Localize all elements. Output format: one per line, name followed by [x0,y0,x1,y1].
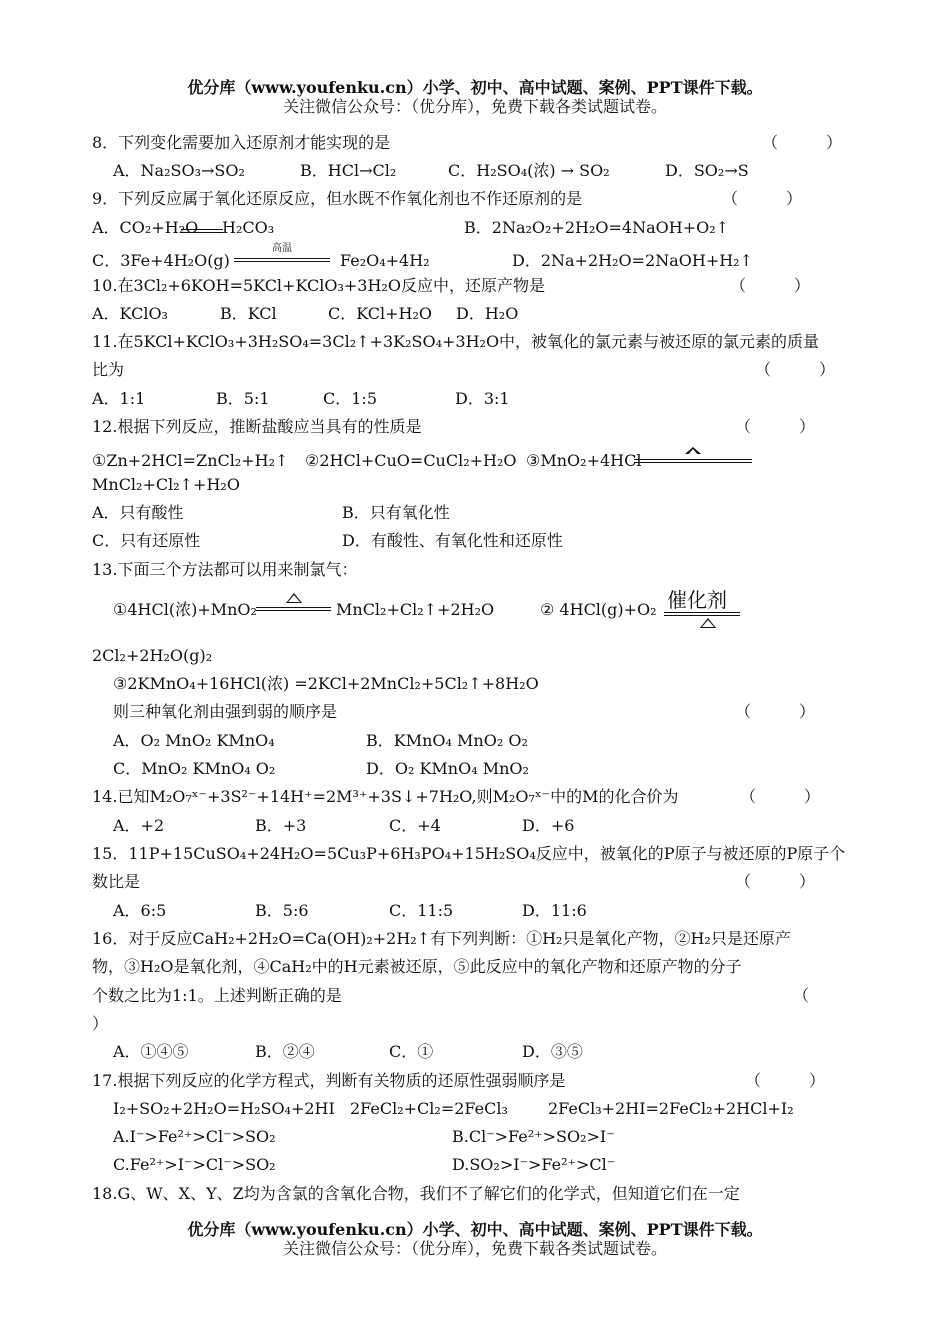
q10-stem: 10.在3Cl₂+6KOH=5KCl+KClO₃+3H₂O反应中，还原产物是 [92,276,545,295]
q12-option-b: B．只有氧化性 [342,503,450,522]
footer-line-2: 关注微信公众号：（优分库），免费下载各类试题试卷。 [282,1239,667,1258]
q8-option-b: B．HCl→Cl₂ [300,161,397,180]
q17-stem: 17.根据下列反应的化学方程式，判断有关物质的还原性强弱顺序是 [92,1071,566,1090]
q11-answer-bracket: （ ） [755,360,836,379]
q9-stem: 9．下列反应属于氧化还原反应，但水既不作氧化剂也不作还原剂的是 [92,189,583,208]
q13-stem: 13.下面三个方法都可以用来制氯气： [92,560,358,579]
q16-stem-line-2: 物，③H₂O是氧化剂，④CaH₂中的H元素被还原，⑤此反应中的氧化产物和还原产物的分子 [92,957,742,976]
q9-option-b: B．2Na₂O₂+2H₂O=4NaOH+O₂↑ [464,218,730,237]
q17-reaction-3: 2FeCl₃+2HI=2FeCl₂+2HCl+I₂ [548,1099,794,1118]
q10-answer-bracket: （ ） [730,276,811,295]
q9-option-a-left: A．CO₂+H₂O [92,218,199,237]
q13-reaction-3: ③2KMnO₄+16HCl(浓) =2KCl+2MnCl₂+5Cl₂↑+8H₂O [113,674,539,693]
q13-option-c: C．MnO₂ KMnO₄ O₂ [113,759,276,778]
q9-option-a-right: H₂CO₃ [222,218,275,237]
q12-reaction-3-heat-arrow [634,447,752,469]
q8-option-d: D．SO₂→S [665,161,749,180]
q9-option-d: D．2Na+2H₂O=2NaOH+H₂↑ [512,251,753,270]
q10-option-d: D．H₂O [456,304,519,323]
q8-option-c: C．H₂SO₄(浓) → SO₂ [448,161,610,180]
q8-option-a: A．Na₂SO₃→SO₂ [113,161,245,180]
q12-reaction-1: ①Zn+2HCl=ZnCl₂+H₂↑ [92,451,289,470]
q9-answer-bracket: （ ） [722,189,803,208]
q13-option-d: D．O₂ KMnO₄ MnO₂ [366,759,529,778]
q10-option-a: A．KClO₃ [92,304,168,323]
q17-option-d: D.SO₂>I⁻>Fe²⁺>Cl⁻ [452,1155,616,1174]
q11-option-b: B．5:1 [216,389,270,408]
q13-reaction-1-right: MnCl₂+Cl₂↑+2H₂O [336,600,495,619]
q18-stem-line-1: 18.G、W、X、Y、Z均为含氯的含氧化合物，我们不了解它们的化学式，但知道它们在一定 [92,1184,740,1203]
q9-option-a-equilibrium-arrow [181,217,223,239]
q12-reaction-3-cont: MnCl₂+Cl₂↑+H₂O [92,475,240,494]
q16-option-a: A．①④⑤ [113,1042,189,1061]
q14-option-b: B．+3 [255,816,307,835]
q17-option-b: B.Cl⁻>Fe²⁺>SO₂>I⁻ [452,1127,615,1146]
delta-icon [700,618,716,628]
q13-reaction-2-left: ② 4HCl(g)+O₂ [540,600,657,619]
q16-option-d: D．③⑤ [522,1042,583,1061]
q14-answer-bracket: （ ） [740,787,821,806]
q16-stem-line-3: 个数之比为1:1。上述判断正确的是 [92,986,342,1005]
q12-reaction-3: ③MnO₂+4HCl [526,451,642,470]
q11-option-a: A．1:1 [92,389,146,408]
q17-reaction-1: I₂+SO₂+2H₂O=H₂SO₄+2HI [113,1099,335,1118]
q14-option-a: A．+2 [113,816,165,835]
q13-reaction-2-condition: 催化剂 [667,588,727,612]
q16-stem-line-1: 16．对于反应CaH₂+2H₂O=Ca(OH)₂+2H₂↑有下列判断：①H₂只是氧化产物，②H₂只是还原产 [92,929,791,948]
q13-reaction-2-arrow-bar-1 [664,612,740,613]
q14-option-d: D．+6 [522,816,575,835]
q8-stem: 8．下列变化需要加入还原剂才能实现的是 [92,133,391,152]
q12-option-a: A．只有酸性 [92,503,184,522]
q12-option-d: D．有酸性、有氧化性和还原性 [342,531,563,550]
q15-stem-line-1: 15．11P+15CuSO₄+24H₂O=5Cu₃P+6H₃PO₄+15H₂SO₄反应中，被氧化的P原子与被还原的P原子个 [92,844,846,863]
header-line-1: 优分库（www.youfenku.cn）小学、初中、高中试题、案例、PPT课件下载。 [187,78,763,97]
q9-option-c-left: C．3Fe+4H₂O(g) [92,251,230,270]
q13-option-b: B．KMnO₄ MnO₂ O₂ [366,731,528,750]
header-line-2: 关注微信公众号：（优分库），免费下载各类试题试卷。 [282,97,667,116]
page-footer [0,1220,950,1258]
q15-option-b: B．5:6 [255,901,309,920]
q14-option-c: C．+4 [389,816,441,835]
q11-stem-line-2: 比为 [92,360,125,379]
q17-answer-bracket: （ ） [745,1071,826,1090]
q15-answer-bracket: （ ） [735,872,816,891]
q15-option-c: C．11:5 [389,901,454,920]
footer-line-1: 优分库（www.youfenku.cn）小学、初中、高中试题、案例、PPT课件下载。 [187,1220,763,1239]
q13-reaction-2-arrow-bar-2 [664,615,740,616]
q17-option-c: C.Fe²⁺>I⁻>Cl⁻>SO₂ [113,1155,276,1174]
q13-answer-bracket: （ ） [735,702,816,721]
q11-stem-line-1: 11.在5KCl+KClO₃+3H₂SO₄=3Cl₂↑+3K₂SO₄+3H₂O中，被氧化的氯元素与被还原的氯元素的质量 [92,332,820,351]
q16-bracket-open: （ [793,986,810,1005]
q16-option-c: C．① [389,1042,434,1061]
q12-answer-bracket: （ ） [735,417,816,436]
q12-reaction-2: ②2HCl+CuO=CuCl₂+H₂O [305,451,517,470]
q17-reaction-2: 2FeCl₂+Cl₂=2FeCl₃ [350,1099,508,1118]
q12-option-c: C．只有还原性 [92,531,201,550]
q9-option-c-right: Fe₂O₄+4H₂ [340,251,430,270]
q11-option-d: D．3:1 [455,389,510,408]
q13-ask: 则三种氧化剂由强到弱的顺序是 [113,702,338,721]
q15-stem-line-2: 数比是 [92,872,141,891]
q13-option-a: A．O₂ MnO₂ KMnO₄ [113,731,275,750]
page-header [0,78,950,116]
q13-reaction-1-left: ①4HCl(浓)+MnO₂ [113,600,257,619]
q15-option-a: A．6:5 [113,901,167,920]
q16-bracket-close: ） [92,1014,109,1033]
q9-option-c-condition: 高温 [272,243,292,254]
delta-icon [286,593,302,603]
delta-icon [685,447,701,454]
q13-reaction-2-cont: 2Cl₂+2H₂O(g)₂ [92,646,213,665]
q15-option-d: D．11:6 [522,901,587,920]
q10-option-b: B．KCl [220,304,277,323]
q11-option-c: C．1:5 [323,389,377,408]
q10-option-c: C．KCl+H₂O [328,304,433,323]
q13-reaction-1-heat-arrow [256,595,331,617]
q9-option-c-condition-arrow [234,243,330,268]
q14-stem: 14.已知M₂O₇ˣ⁻+3S²⁻+14H⁺=2M³⁺+3S↓+7H₂O,则M₂O₇ˣ⁻中的M的化合价为 [92,787,679,806]
q12-stem: 12.根据下列反应，推断盐酸应当具有的性质是 [92,417,422,436]
q16-option-b: B．②④ [255,1042,315,1061]
q8-answer-bracket: （ ） [762,133,843,152]
q17-option-a: A.I⁻>Fe²⁺>Cl⁻>SO₂ [113,1127,276,1146]
